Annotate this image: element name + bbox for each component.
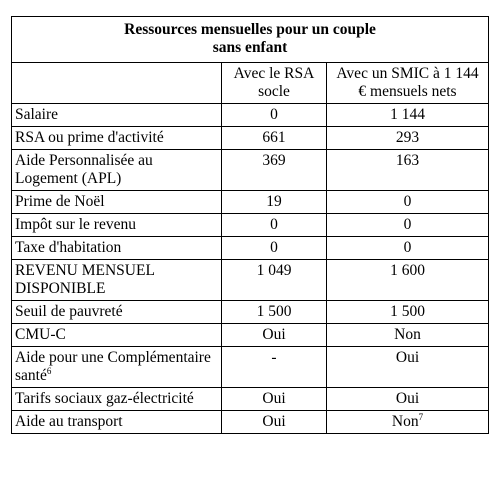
smic-value: Non <box>327 324 489 347</box>
rsa-value: - <box>222 347 327 388</box>
footnote-marker: 6 <box>46 365 52 376</box>
smic-value <box>327 411 489 434</box>
rsa-value: Oui <box>222 324 327 347</box>
rsa-value: 0 <box>222 214 327 237</box>
row-label <box>12 347 222 388</box>
rsa-value: 661 <box>222 127 327 150</box>
rsa-value: 1 500 <box>222 301 327 324</box>
row-label: Aide au transport <box>12 411 222 434</box>
row-label: Aide Personnalisée au Logement (APL) <box>12 150 222 191</box>
smic-value: 1 144 <box>327 104 489 127</box>
smic-value: 163 <box>327 150 489 191</box>
smic-value-text: Non <box>391 413 419 430</box>
rsa-value: 0 <box>222 104 327 127</box>
table-title <box>12 17 489 63</box>
rsa-value: 369 <box>222 150 327 191</box>
rsa-value: 1 049 <box>222 260 327 301</box>
header-smic-line1: Avec un SMIC à 1 144 <box>336 65 479 82</box>
table-row <box>12 237 489 260</box>
rsa-value: Oui <box>222 388 327 411</box>
header-rsa-line2: socle <box>258 83 290 100</box>
smic-value: 1 600 <box>327 260 489 301</box>
table-title-line2: sans enfant <box>212 39 288 56</box>
resources-table <box>11 16 489 434</box>
smic-value: 0 <box>327 214 489 237</box>
header-smic <box>327 63 489 104</box>
table-row <box>12 104 489 127</box>
row-label: Tarifs sociaux gaz-électricité <box>12 388 222 411</box>
table-row <box>12 347 489 388</box>
table-row <box>12 150 489 191</box>
table-row <box>12 127 489 150</box>
row-label: Impôt sur le revenu <box>12 214 222 237</box>
header-smic-line2: € mensuels nets <box>358 83 457 100</box>
table-title-line1: Ressources mensuelles pour un couple <box>124 21 376 38</box>
row-label: Salaire <box>12 104 222 127</box>
row-label: Seuil de pauvreté <box>12 301 222 324</box>
smic-value: 1 500 <box>327 301 489 324</box>
smic-value: Oui <box>327 347 489 388</box>
table-row <box>12 324 489 347</box>
table-row <box>12 388 489 411</box>
row-label-text: Aide pour une Complémentaire santé <box>15 349 211 384</box>
smic-value: Oui <box>327 388 489 411</box>
rsa-value: 19 <box>222 191 327 214</box>
row-label: REVENU MENSUEL DISPONIBLE <box>12 260 222 301</box>
smic-value: 0 <box>327 191 489 214</box>
header-rsa <box>222 63 327 104</box>
table-row <box>12 191 489 214</box>
rsa-value: 0 <box>222 237 327 260</box>
row-label: CMU-C <box>12 324 222 347</box>
rsa-value: Oui <box>222 411 327 434</box>
table-row <box>12 301 489 324</box>
smic-value: 293 <box>327 127 489 150</box>
row-label: RSA ou prime d'activité <box>12 127 222 150</box>
table-row <box>12 411 489 434</box>
smic-value: 0 <box>327 237 489 260</box>
row-label: Taxe d'habitation <box>12 237 222 260</box>
table-row <box>12 260 489 301</box>
header-empty-cell <box>12 63 222 104</box>
header-rsa-line1: Avec le RSA <box>233 65 315 82</box>
row-label: Prime de Noël <box>12 191 222 214</box>
table-row <box>12 214 489 237</box>
footnote-marker: 7 <box>418 411 424 422</box>
